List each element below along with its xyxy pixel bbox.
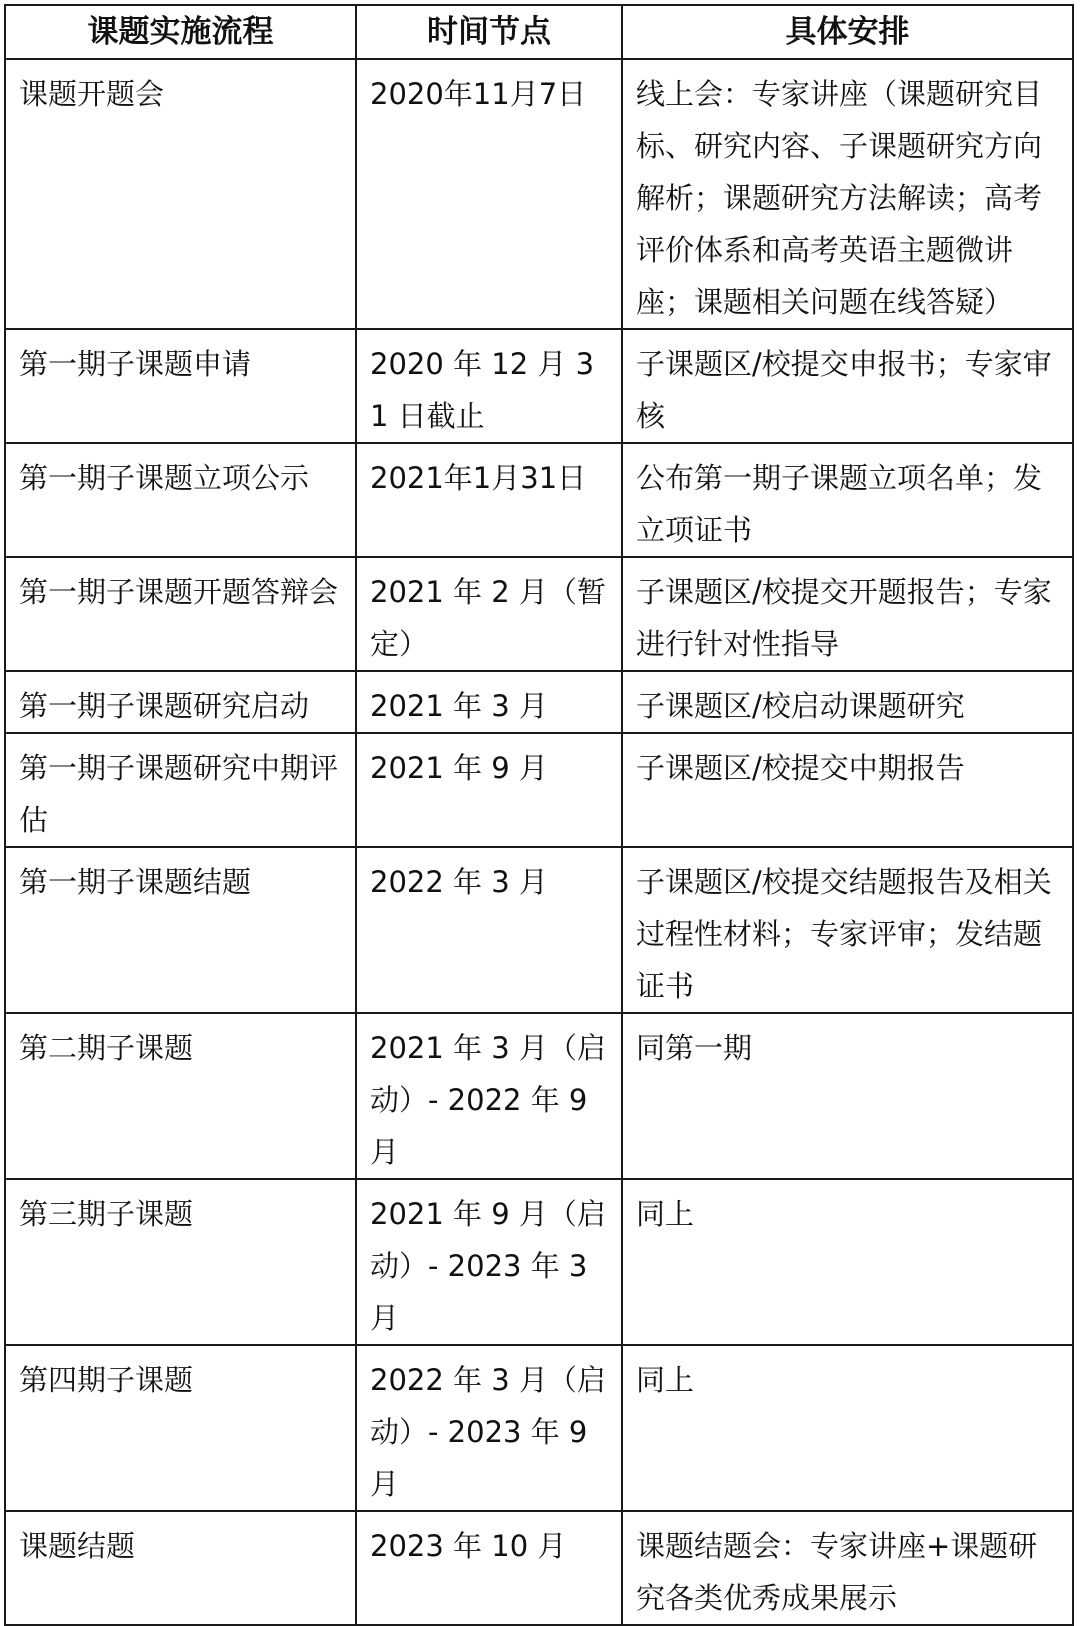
arrangement-cell: 子课题区/校提交中期报告 — [622, 733, 1073, 847]
schedule-table — [4, 4, 1074, 1626]
stage-cell: 第一期子课题结题 — [5, 847, 356, 1013]
stage-cell: 第一期子课题研究中期评估 — [5, 733, 356, 847]
stage-cell: 第一期子课题开题答辩会 — [5, 557, 356, 671]
stage-cell: 第二期子课题 — [5, 1013, 356, 1179]
arrangement-cell: 同上 — [622, 1179, 1073, 1345]
arrangement-cell: 子课题区/校启动课题研究 — [622, 671, 1073, 733]
header-time: 时间节点 — [356, 5, 622, 59]
header-arrangement: 具体安排 — [622, 5, 1073, 59]
time-cell: 2020年11月7日 — [356, 59, 622, 329]
table-row — [5, 847, 1073, 1013]
table-row — [5, 329, 1073, 443]
table-row — [5, 1179, 1073, 1345]
table-row — [5, 1013, 1073, 1179]
stage-cell: 第一期子课题申请 — [5, 329, 356, 443]
time-cell: 2022 年 3 月（启动）- 2023 年 9 月 — [356, 1345, 622, 1511]
time-cell: 2021 年 3 月 — [356, 671, 622, 733]
arrangement-cell: 子课题区/校提交申报书；专家审核 — [622, 329, 1073, 443]
arrangement-cell: 同上 — [622, 1345, 1073, 1511]
table-row — [5, 1511, 1073, 1625]
arrangement-cell: 线上会：专家讲座（课题研究目标、研究内容、子课题研究方向解析；课题研究方法解读；高考评价体系和高考英语主题微讲座；课题相关问题在线答疑） — [622, 59, 1073, 329]
time-cell: 2023 年 10 月 — [356, 1511, 622, 1625]
arrangement-cell: 同第一期 — [622, 1013, 1073, 1179]
stage-cell: 第四期子课题 — [5, 1345, 356, 1511]
table-row — [5, 733, 1073, 847]
stage-cell: 第三期子课题 — [5, 1179, 356, 1345]
time-cell: 2021 年 9 月 — [356, 733, 622, 847]
arrangement-cell: 子课题区/校提交结题报告及相关过程性材料；专家评审；发结题证书 — [622, 847, 1073, 1013]
stage-cell: 课题结题 — [5, 1511, 356, 1625]
time-cell: 2021 年 3 月（启动）- 2022 年 9 月 — [356, 1013, 622, 1179]
stage-cell: 课题开题会 — [5, 59, 356, 329]
time-cell: 2020 年 12 月 31 日截止 — [356, 329, 622, 443]
table-row — [5, 557, 1073, 671]
header-stage: 课题实施流程 — [5, 5, 356, 59]
time-cell: 2021 年 2 月（暂定） — [356, 557, 622, 671]
stage-cell: 第一期子课题立项公示 — [5, 443, 356, 557]
arrangement-cell: 子课题区/校提交开题报告；专家进行针对性指导 — [622, 557, 1073, 671]
arrangement-cell: 公布第一期子课题立项名单；发立项证书 — [622, 443, 1073, 557]
time-cell: 2021年1月31日 — [356, 443, 622, 557]
arrangement-cell: 课题结题会：专家讲座+课题研究各类优秀成果展示 — [622, 1511, 1073, 1625]
time-cell: 2022 年 3 月 — [356, 847, 622, 1013]
table-row — [5, 443, 1073, 557]
table-row — [5, 59, 1073, 329]
stage-cell: 第一期子课题研究启动 — [5, 671, 356, 733]
table-row — [5, 671, 1073, 733]
table-header-row — [5, 5, 1073, 59]
time-cell: 2021 年 9 月（启动）- 2023 年 3 月 — [356, 1179, 622, 1345]
table-row — [5, 1345, 1073, 1511]
